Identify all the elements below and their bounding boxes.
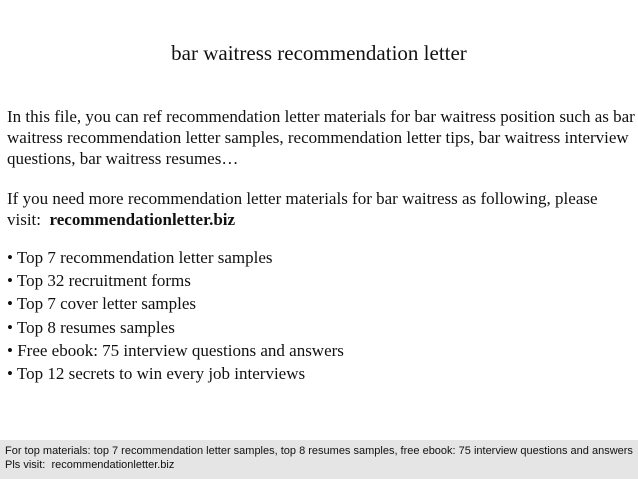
- site-link[interactable]: recommendationletter.biz: [49, 210, 236, 229]
- list-item: • Top 7 cover letter samples: [7, 294, 197, 314]
- more-paragraph: [7, 188, 635, 230]
- intro-paragraph: In this file, you can ref recommendation letter materials for bar waitress position such as bar waitress recommendation letter samples, recommendation letter tips, bar waitress interview questions, bar waitress resumes…: [7, 107, 635, 168]
- footer-prefix: Pls visit:: [5, 459, 46, 471]
- page-title: bar waitress recommendation letter: [171, 41, 467, 65]
- list-item: • Top 32 recruitment forms: [7, 271, 191, 291]
- footer-line-1: For top materials: top 7 recommendation letter samples, top 8 resumes samples, free ebook: 75 interview questions and answers: [5, 445, 633, 457]
- footer-text: [5, 444, 635, 472]
- list-item: • Top 7 recommendation letter samples: [7, 248, 273, 267]
- list-item: • Top 12 secrets to win every job interviews: [7, 364, 306, 384]
- footer-line-2: [5, 458, 635, 472]
- more-text: If you need more recommendation letter materials for bar waitress as following, please visit:: [7, 189, 598, 229]
- footer-link[interactable]: recommendationletter.biz: [51, 459, 175, 471]
- list-item: • Top 8 resumes samples: [7, 317, 175, 337]
- footer-bar: [0, 440, 638, 479]
- materials-list: [7, 246, 627, 385]
- list-item: • Free ebook: 75 interview questions and answers: [7, 340, 344, 360]
